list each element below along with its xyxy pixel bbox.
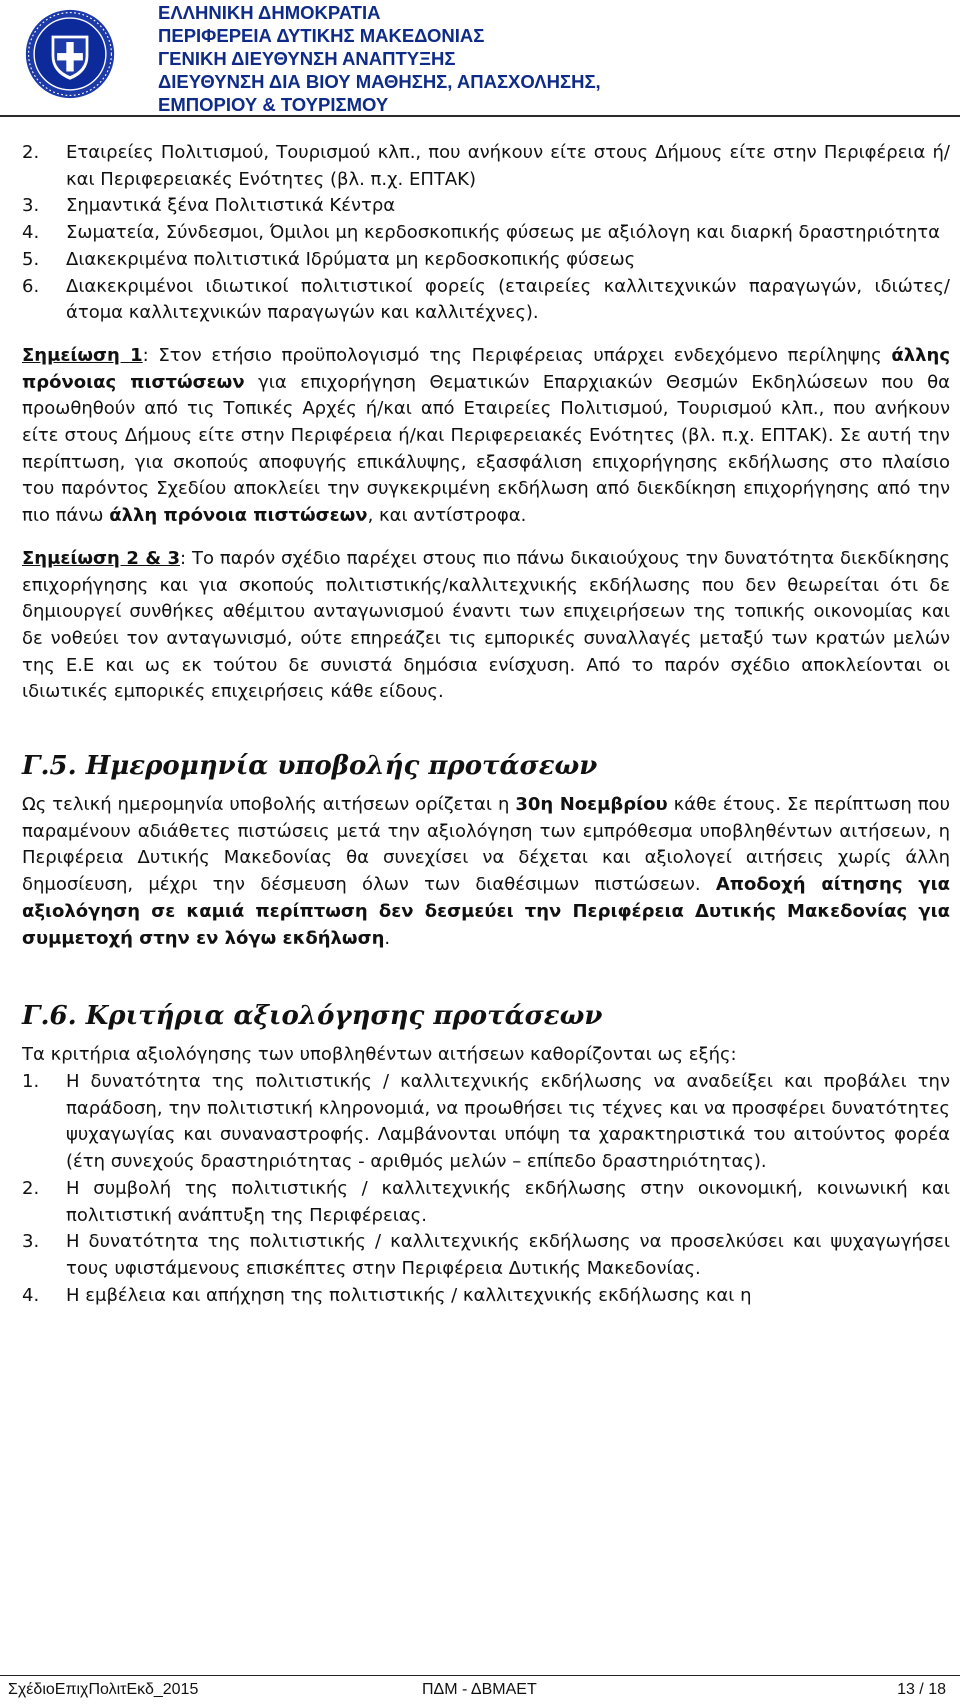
list-item — [22, 274, 950, 327]
note-text: , και αντίστροφα. — [367, 505, 527, 527]
section-heading: Γ.5. Ημερομηνία υποβολής προτάσεων — [22, 751, 598, 782]
greek-emblem-icon — [24, 8, 116, 100]
list-item — [22, 1229, 950, 1282]
list-item — [22, 1283, 950, 1310]
list-number: 2. — [22, 1177, 40, 1199]
list-item — [22, 140, 950, 193]
footer-department: ΠΔΜ - ΔΒΜΑΕΤ — [422, 1681, 537, 1698]
list-item — [22, 220, 950, 247]
list-text: Σωματεία, Σύνδεσμοι, Όμιλοι μη κερδοσκοπικής φύσεως με αξιόλογη και διαρκή δραστηριότητα — [66, 222, 940, 244]
list-number: 4. — [22, 1284, 40, 1306]
note-emphasis: άλλη πρόνοια πιστώσεων — [109, 505, 368, 527]
list-text: Η δυνατότητα της πολιτιστικής / καλλιτεχνικής εκδήλωσης να αναδείξει και προβάλει την παράδοση, την πολιτιστική κληρονομιά, να προωθήσει τις τέχνες και να προσφέρει δυνατότητες ψυχαγωγίας και συναναστροφής. Λαμβάνονται υπόψη τα χαρακτηριστικά του αιτούντος φορέα (έτη συνεχούς δραστηριότητας - αριθμός μελών – επίπεδο δραστηριότητας). — [66, 1070, 950, 1173]
header-line: ΕΜΠΟΡΙΟΥ & ΤΟΥΡΙΣΜΟΥ — [158, 94, 389, 115]
section-text: κάθε έτους. Σε περίπτωση που παραμένουν αδιάθετες πιστώσεις μετά την αξιολόγηση των εμπρόθεσμα υποβληθέντων αιτήσεων, η Περιφέρεια Δυτικής Μακεδονίας θα συνεχίσει να δέχεται και αξιολογεί αιτήσεις χωρίς άλλη δημοσίευση, μέχρι την δέσμευση όλων των διαθέσιμων πιστώσεων. — [22, 794, 950, 896]
list-number: 5. — [22, 248, 40, 270]
header-text — [158, 1, 601, 116]
list-text: Σημαντικά ξένα Πολιτιστικά Κέντρα — [66, 195, 396, 217]
list-text: Η συμβολή της πολιτιστικής / καλλιτεχνικής εκδήλωσης στην οικονομική, κοινωνική και πολιτιστική ανάπτυξη της Περιφέρειας. — [66, 1177, 950, 1226]
header-line: ΕΛΛΗΝΙΚΗ ΔΗΜΟΚΡΑΤΙΑ — [158, 2, 381, 23]
list-number: 3. — [22, 195, 40, 217]
list-text: Η δυνατότητα της πολιτιστικής / καλλιτεχνικής εκδήλωσης να προσελκύσει και ψυχαγωγήσει τους υφιστάμενους επισκέπτες στην Περιφέρεια Δυτικής Μακεδονίας. — [66, 1231, 950, 1279]
footer-filename: ΣχέδιοΕπιχΠολιτΕκδ_2015 — [8, 1681, 199, 1698]
section-emphasis: Αποδοχή αίτησης για αξιολόγηση σε καμιά περίπτωση δεν δεσμεύει την Περιφέρεια Δυτικής Μακεδονίας για συμμετοχή στην εν λόγω εκδήλωση — [22, 874, 950, 949]
note-label: Σημείωση 1 — [22, 344, 143, 366]
header-line: ΠΕΡΙΦΕΡΕΙΑ ΔΥΤΙΚΗΣ ΜΑΚΕΔΟΝΙΑΣ — [158, 25, 485, 46]
beneficiaries-list — [22, 140, 950, 327]
note-text: : Στον ετήσιο προϋπολογισμό της Περιφέρειας υπάρχει ενδεχόμενο περίληψης — [142, 344, 892, 366]
list-item — [22, 193, 950, 220]
list-item — [22, 247, 950, 274]
section-text: . — [384, 927, 391, 949]
note-emphasis: άλλης πρόνοιας πιστώσεων — [22, 344, 950, 393]
list-text: Διακεκριμένα πολιτιστικά Ιδρύματα μη κερδοσκοπικής φύσεως — [66, 248, 636, 270]
header-line: ΔΙΕΥΘΥΝΣΗ ΔΙΑ ΒΙΟΥ ΜΑΘΗΣΗΣ, ΑΠΑΣΧΟΛΗΣΗΣ, — [158, 71, 601, 92]
document-body — [22, 140, 950, 1309]
list-number: 4. — [22, 222, 40, 244]
list-text: Η εμβέλεια και απήχηση της πολιτιστικής / καλλιτεχνικής εκδήλωσης και η — [66, 1284, 752, 1306]
list-number: 1. — [22, 1070, 40, 1092]
note-label: Σημείωση 2 & 3 — [22, 547, 181, 569]
criteria-list — [22, 1069, 950, 1309]
list-text: Διακεκριμένοι ιδιωτικοί πολιτιστικοί φορείς (εταιρείες καλλιτεχνικών παραγωγών, ιδιώτες/άτομα καλλιτεχνικών παραγωγών και καλλιτέχνες). — [66, 275, 950, 324]
list-number: 6. — [22, 275, 40, 297]
section-heading: Γ.6. Κριτήρια αξιολόγησης προτάσεων — [22, 1001, 603, 1032]
header-divider — [0, 115, 960, 117]
note-text: για επιχορήγηση Θεματικών Επαρχιακών Θεσμών Εκδηλώσεων που θα προωθηθούν από τις Τοπικές Αρχές ή/και από Εταιρείες Πολιτισμού, Τουρισμού κλπ., που ανήκουν είτε στους Δήμους είτε στην Περιφέρεια ή/και Περιφερειακές Ενότητες (βλ. π.χ. ΕΠΤΑΚ). Σε αυτή την περίπτωση, για σκοπούς αποφυγής επικάλυψης, εξασφάλιση επιχορήγησης εκδήλωσης στο πλαίσιο του παρόντος Σχεδίου αποκλείει την συγκεκριμένη εκδήλωση από διεκδίκηση επιχορήγησης από την πιο πάνω — [22, 371, 950, 527]
list-number: 2. — [22, 142, 40, 163]
list-item — [22, 1069, 950, 1176]
page-footer — [0, 1675, 960, 1705]
deadline-date: 30η Νοεμβρίου — [515, 794, 668, 816]
page-header — [0, 0, 960, 118]
section-text: Ως τελική ημερομηνία υποβολής αιτήσεων ορίζεται η — [22, 794, 516, 816]
list-text: Εταιρείες Πολιτισμού, Τουρισμού κλπ., που ανήκουν είτε στους Δήμους είτε στην Περιφέρεια ή/και Περιφερειακές Ενότητες (βλ. π.χ. ΕΠΤΑΚ) — [66, 142, 950, 190]
header-line: ΓΕΝΙΚΗ ΔΙΕΥΘΥΝΣΗ ΑΝΑΠΤΥΞΗΣ — [158, 48, 456, 69]
section-6-intro: Τα κριτήρια αξιολόγησης των υποβληθέντων αιτήσεων καθορίζονται ως εξής: — [22, 1044, 737, 1066]
footer-page-number: 13 / 18 — [897, 1681, 946, 1698]
section-5-body — [22, 792, 950, 952]
note-1 — [22, 343, 950, 530]
note-text: : Το παρόν σχέδιο παρέχει στους πιο πάνω δικαιούχους την δυνατότητα διεκδίκησης επιχορήγησης και για σκοπούς πολιτιστικής/καλλιτεχνικής εκδήλωσης που δεν θεωρείται ότι δε δημιουργεί συνθήκες αθέμιτου ανταγωνισμού έναντι των επιχειρήσεων της τοπικής οικονομίας και δε νοθεύει τον ανταγωνισμό, ούτε επηρεάζει τις εμπορικές συναλλαγές μεταξύ των κρατών μελών της Ε.Ε και ως εκ τούτου δε συνιστά δημόσια ενίσχυση. Από το παρόν σχέδιο αποκλείονται οι ιδιωτικές εμπορικές επιχειρήσεις κάθε είδους. — [22, 547, 951, 703]
list-number: 3. — [22, 1231, 40, 1253]
footer-divider — [0, 1675, 960, 1676]
note-2-3 — [22, 546, 950, 706]
list-item — [22, 1176, 950, 1229]
